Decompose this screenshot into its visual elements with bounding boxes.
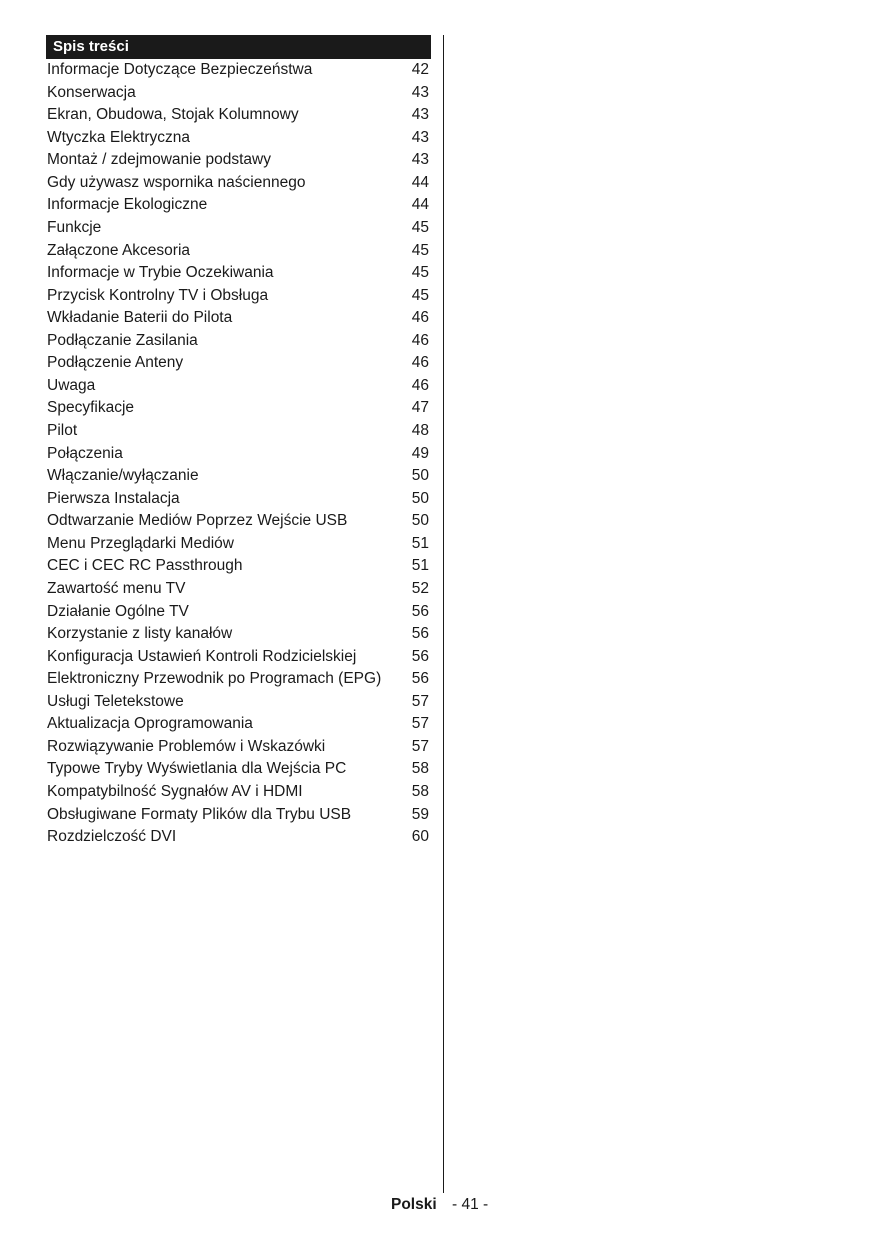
toc-entry-page: 56: [411, 647, 429, 665]
toc-entry[interactable]: [46, 668, 431, 691]
toc-entry-title: Połączenia: [47, 444, 123, 462]
toc-entry-title: Obsługiwane Formaty Plików dla Trybu USB: [47, 805, 352, 823]
toc-entry-page: 58: [411, 783, 429, 800]
toc-entry-title: Wtyczka Elektryczna: [47, 128, 190, 146]
toc-entry[interactable]: [46, 375, 431, 398]
toc-entry-page: 43: [411, 106, 429, 124]
toc-entry-title: Gdy używasz wspornika naściennego: [47, 173, 306, 191]
toc-entry[interactable]: [46, 285, 431, 308]
toc-entry-title: Załączone Akcesoria: [47, 241, 191, 259]
toc-entry[interactable]: [46, 804, 431, 827]
toc-entry-title: Rozwiązywanie Problemów i Wskazówki: [47, 737, 326, 755]
toc-entry[interactable]: [46, 465, 431, 488]
toc-entry-title: Typowe Tryby Wyświetlania dla Wejścia PC: [47, 760, 347, 778]
toc-entry-page: 42: [411, 61, 429, 78]
toc-entry[interactable]: [46, 691, 431, 714]
toc-entry[interactable]: [46, 307, 431, 330]
toc-entry[interactable]: [46, 330, 431, 353]
toc-entry[interactable]: [46, 758, 431, 781]
toc-entry-title: Zawartość menu TV: [47, 579, 186, 597]
toc-entry-page: 47: [411, 399, 429, 417]
toc-entry-title: Konfiguracja Ustawień Kontroli Rodzicielskiej: [47, 647, 357, 665]
toc-list: [46, 59, 431, 849]
toc-entry-page: 45: [411, 218, 429, 236]
toc-entry-page: 50: [411, 489, 429, 507]
toc-entry-title: Uwaga: [47, 376, 96, 394]
toc-entry[interactable]: [46, 578, 431, 601]
toc-entry[interactable]: [46, 510, 431, 533]
toc-entry-page: 59: [411, 805, 429, 823]
toc-entry[interactable]: [46, 713, 431, 736]
toc-entry[interactable]: [46, 555, 431, 578]
toc-entry-page: 60: [411, 828, 429, 846]
toc-entry-page: 43: [411, 151, 429, 169]
toc-entry-title: Funkcje: [47, 218, 102, 236]
toc-entry-page: 43: [411, 128, 429, 146]
toc-entry-page: 57: [411, 715, 429, 733]
toc-entry-title: CEC i CEC RC Passthrough: [47, 557, 243, 575]
toc-entry[interactable]: [46, 623, 431, 646]
column-divider: [443, 35, 444, 1193]
toc-entry-title: Odtwarzanie Mediów Poprzez Wejście USB: [47, 512, 348, 530]
toc-entry-page: 56: [411, 602, 429, 620]
toc-title: Spis treści: [46, 35, 431, 59]
toc-entry-title: Usługi Teletekstowe: [47, 692, 184, 710]
toc-entry-title: Informacje Ekologiczne: [47, 196, 208, 214]
toc-entry[interactable]: [46, 781, 431, 804]
toc-entry-page: 51: [411, 534, 429, 552]
toc-entry-title: Działanie Ogólne TV: [47, 602, 189, 620]
toc-entry-page: 49: [411, 444, 429, 462]
toc-entry[interactable]: [46, 240, 431, 263]
toc-entry-title: Kompatybilność Sygnałów AV i HDMI: [47, 783, 303, 800]
toc-entry[interactable]: [46, 601, 431, 624]
toc-entry-page: 58: [411, 760, 429, 778]
toc-entry-page: 46: [411, 354, 429, 372]
toc-entry[interactable]: [46, 826, 431, 849]
toc-entry-page: 56: [411, 670, 429, 688]
footer-language: Polski: [391, 1196, 437, 1213]
toc-entry-page: 50: [411, 512, 429, 530]
toc-entry-page: 45: [411, 264, 429, 282]
toc-entry[interactable]: [46, 397, 431, 420]
toc-entry-title: Włączanie/wyłączanie: [47, 467, 199, 485]
toc-entry-page: 50: [411, 467, 429, 485]
toc-entry-page: 56: [411, 625, 429, 643]
toc-entry-title: Elektroniczny Przewodnik po Programach (EPG): [47, 670, 382, 688]
toc-entry-title: Przycisk Kontrolny TV i Obsługa: [47, 286, 269, 304]
toc-entry-page: 46: [411, 331, 429, 349]
toc-entry[interactable]: [46, 127, 431, 150]
toc-entry[interactable]: [46, 420, 431, 443]
toc-entry-title: Pilot: [47, 422, 78, 439]
toc-entry[interactable]: [46, 149, 431, 172]
toc-entry[interactable]: [46, 59, 431, 82]
toc-entry[interactable]: [46, 533, 431, 556]
toc-entry-page: 44: [411, 173, 429, 191]
footer-page-number: - 41 -: [452, 1196, 489, 1213]
toc-entry-title: Informacje w Trybie Oczekiwania: [47, 264, 274, 282]
toc-entry-page: 57: [411, 692, 429, 710]
toc-entry-title: Montaż / zdejmowanie podstawy: [47, 151, 272, 169]
toc-entry-title: Aktualizacja Oprogramowania: [47, 715, 253, 733]
toc-entry[interactable]: [46, 217, 431, 240]
toc-entry-page: 45: [411, 241, 429, 259]
toc-entry-page: 43: [411, 83, 429, 101]
toc-entry-title: Informacje Dotyczące Bezpieczeństwa: [47, 61, 313, 78]
toc-entry-page: 57: [411, 737, 429, 755]
table-of-contents: [46, 35, 431, 849]
toc-entry-title: Rozdzielczość DVI: [47, 828, 177, 846]
toc-entry-page: 52: [411, 579, 429, 597]
toc-entry[interactable]: [46, 82, 431, 105]
toc-entry-page: 46: [411, 376, 429, 394]
toc-entry-page: 46: [411, 309, 429, 327]
toc-entry-title: Podłączanie Zasilania: [47, 331, 198, 349]
toc-entry-page: 44: [411, 196, 429, 214]
toc-entry-title: Korzystanie z listy kanałów: [47, 625, 233, 643]
toc-entry[interactable]: [46, 172, 431, 195]
toc-entry-title: Specyfikacje: [47, 399, 135, 417]
toc-entry-page: 48: [411, 422, 429, 439]
toc-entry-title: Pierwsza Instalacja: [47, 489, 180, 507]
toc-entry[interactable]: [46, 736, 431, 759]
toc-entry-page: 51: [411, 557, 429, 575]
toc-entry-title: Menu Przeglądarki Mediów: [47, 534, 234, 552]
toc-entry-title: Wkładanie Baterii do Pilota: [47, 309, 233, 327]
toc-entry-title: Podłączenie Anteny: [47, 354, 184, 372]
toc-entry-title: Konserwacja: [47, 83, 136, 101]
toc-entry[interactable]: [46, 262, 431, 285]
toc-entry[interactable]: [46, 352, 431, 375]
toc-entry[interactable]: [46, 443, 431, 466]
toc-entry-title: Ekran, Obudowa, Stojak Kolumnowy: [47, 106, 299, 124]
toc-entry[interactable]: [46, 194, 431, 217]
toc-entry[interactable]: [46, 104, 431, 127]
toc-entry[interactable]: [46, 646, 431, 669]
toc-entry-page: 45: [411, 286, 429, 304]
toc-entry[interactable]: [46, 488, 431, 511]
